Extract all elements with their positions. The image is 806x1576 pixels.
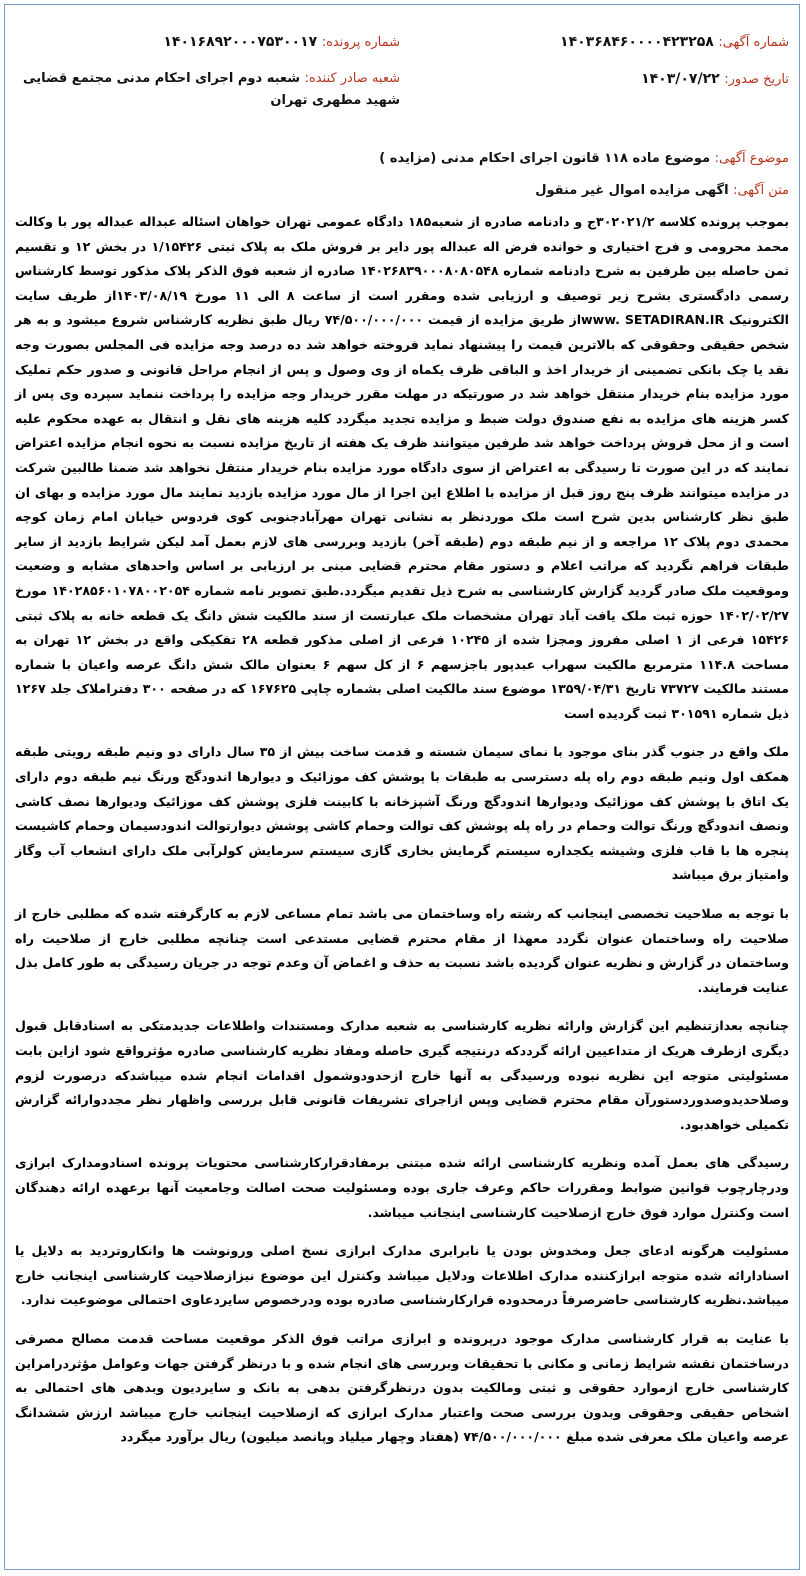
subject-label: موضوع آگهی: xyxy=(714,151,789,166)
paragraph-basis-of-review: رسیدگی های بعمل آمده ونظریه کارشناسی ارائه شده مبتنی برمفادقرارکارشناسی محتویات پرونده اسنادومدارک ابرازی ودرچارچوب قوانین ضوابط ومقررات حاکم وعرف جاری بوده ومسئولیت صحت اصالت وجامعیت آنها برعهده ارائه دهندگان است وکنترل موارد فوق خارج ازصلاحیت کارشناسی اینجانب میباشد. xyxy=(15,1155,789,1220)
notice-text-label: متن آگهی: xyxy=(733,183,789,198)
ad-number-label: شماره آگهی: xyxy=(718,35,789,50)
paragraph-valuation: با عنایت به قرار کارشناسی مدارک موجود درپرونده و ابرازی مراتب فوق الذکر موقعیت مساحت قدمت مصالح مصرفی درساختمان نقشه شرایط زمانی و مکانی با تحقیقات وبررسی های انجام شده و با درنظر گرفتن جهات وعوامل مؤثردرامراین کارشناسی خارج ازموارد حقوقی و ثبتی ومالکیت بدون درنظرگرفتن بدهی به بانک و سایردیون وبدهی های احتمالی به اشخاص حقیقی وحقوقی وبدون بررسی صحت واعتبار مدارک ابرازی که ازصلاحیت اینجانب خارج میباشد ارزش ششدانگ عرصه واعیان ملک معرفی شده مبلغ ۷۴/۵۰۰/۰۰۰/۰۰۰ (هفتاد وچهار میلیاد وپانصد میلیون) ریال برآورد میگردد xyxy=(15,1330,789,1445)
header-left-column xyxy=(15,31,400,120)
issuer-row xyxy=(15,68,400,112)
paragraph-auction-details: بموجب پرونده کلاسه ۳۰۲۰۲۱/۲ج و دادنامه صادره از شعبه۱۸۵ دادگاه عمومی تهران خواهان اسئاله عبداله عبداله پور با وکالت محمد محرومی و فرج اختیاری و خوانده فرض اله عبداله پور دایر بر فروش ملک به پلاک ثبتی ۱/۱۵۴۲۶ در بخش ۱۲ و تقسیم ثمن حاصله بین طرفین به شرح دادنامه شماره ۱۴۰۲۶۸۳۹۰۰۰۸۰۸۰۵۴۸ صادره از شعبه فوق الذکر پلاک مذکور توسط کارشناس رسمی دادگستری بشرح زیر توصیف و ارزیابی شده ومقرر است از ساعت ۸ الی ۱۱ مورخ ۱۴۰۳/۰۸/۱۹از طریف سایت الکترونیک www. SETADIRAN.IRاز طریق مزایده از قیمت ۷۴/۵۰۰/۰۰۰/۰۰۰ ریال طبق نظریه کارشناس شروع میشود و به هر شخص حقیقی وحقوقی که بالاترین قیمت را پیشنهاد نماید فروخته خواهد شد ده درصد وجه مزایده فی المجلس بصورت وجه نقد یا چک بانکی تضمینی از خریدار اخذ و الباقی ظرف یکماه از وی وصول و پس از انجام مراحل قانونی و صدور حکم تملیک مورد مزایده بنام خریدار منتقل خواهد شد در صورتیکه در مهلت مقرر خریدار وجه مزایده را پرداخت ننماید سپرده وی پس از کسر هزینه های مزایده به نفع صندوق دولت ضبط و مزایده تجدید میگردد کلیه هزینه های نقل و انتقال به عهده محکوم علیه است و از محل فروش پرداخت خواهد شد طرفین میتوانند ظرف یک هفته از تاریخ مزایده نسبت به نحوه انجام مزایده اعتراض نمایند که در این صورت تا رسیدگی به اعتراض از سوی دادگاه مورد مزایده بنام خریدار منتقل نخواهد شد ضمنا طالبین شرکت در مزایده میتوانند ظرف پنج روز قبل از مزایده با اطلاع این اجرا از مال مورد مزایده بازدید نمایند مال مورد مزایده و بهای ان طبق نظر کارشناس بدین شرح است ملک موردنظر به نشانی تهران مهرآبادجنوبی کوی فردوس خیابان امام زمان کوچه محمدی دوم پلاک ۱۲ مراجعه و از نیم طبقه دوم (طبقه آخر) بازدید وبررسی های لازم بعمل آمد لیکن شرایط بازدید از سایر طبقات فراهم نگردید که مراتب اعلام و دستور مقام محترم قضایی مبنی بر ارزیابی بر اساس واحدهای مشابه و وضعیت وموقعیت ملک صادر گردید گزارش کارشناسی به شرح ذیل تقدیم میگردد.طبق تصویر نامه شماره ۱۴۰۲۸۵۶۰۱۰۷۸۰۰۲۰۵۴ مورخ ۱۴۰۲/۰۲/۲۷ حوزه ثبت ملک یافت آباد تهران مشخصات ملک عبارتست از سند مالکیت شش دانگ یک قطعه خانه به پلاک ثبتی ۱۵۴۲۶ فرعی از ۱ اصلی مفروز ومجزا شده از ۱۰۲۴۵ فرعی از اصلی مذکور قطعه ۲۸ تفکیکی واقع در بخش ۱۲ تهران به مساحت ۱۱۴.۸ مترمربع مالکیت سهراب عبدپور باجزسهم ۶ از کل سهم ۶ بعنوان مالک شش دانگ عرصه واعیان با شماره مستند مالکیت ۷۳۷۲۷ تاریخ ۱۳۵۹/۰۴/۳۱ موضوع سند مالکیت اصلی بشماره چاپی ۱۶۷۶۲۵ که در صفحه ۳۰۰ دفتراملاک جلد ۱۲۶۷ ذیل شماره ۳۰۱۵۹۱ ثبت گردیده است xyxy=(15,214,790,721)
paragraph-new-documents: چنانچه بعدازتنظیم این گزارش وارائه نظریه کارشناسی به شعبه مدارک ومستندات واطلاعات جدیدمتکی به اسنادقابل قبول دیگری ازطرف هریک از متداعیین ارائه گرددکه درنتیجه گیری حاصله ومفاد نظریه کارشناسی صادره مؤثرواقع شود ازاین بابت مسئولیتی متوجه این نظریه نبوده ورسیدگی به آنها خارج ازحدودوشمول اقدامات انجام شده میباشدکه درصورت لزوم وصلاحدیدوصدوردستورآن مقام محترم قضایی وپس ازاجرای تشریفات قانونی قابل بررسی واظهار نظر مجددوارائه گزارش تکمیلی خواهدبود. xyxy=(15,1018,789,1132)
issue-date-row xyxy=(404,68,789,91)
issuer-value: شعبه دوم اجرای احکام مدنی مجتمع قضایی شهید مطهری تهران xyxy=(23,71,400,108)
notice-text-header xyxy=(15,180,789,202)
subject-row xyxy=(15,148,789,170)
notice-frame xyxy=(4,4,800,1570)
paragraph-liability: مسئولیت هرگونه ادعای جعل ومخدوش بودن یا نابرابری مدارک ابرازی نسخ اصلی ورونوشت ها وانکاروتردید به دلایل یا اسنادارائه شده متوجه ابرازکننده مدارک اطلاعات ودلایل میباشد وکنترل این موضوع نیزازصلاحیت کارشناسی اینجانب خارج میباشد.نظریه کارشناسی حاضرصرفاً درمحدوده قرارکارشناسی صادره بوده ودرخصوص سایردعاوی احتمالی موضوعیت ندارد. xyxy=(15,1243,789,1308)
ad-number-value: ۱۴۰۳۶۸۴۶۰۰۰۰۴۲۳۲۵۸ xyxy=(560,34,714,50)
notice-text-title: اگهی مزایده اموال غیر منقول xyxy=(535,183,729,198)
header-right-column xyxy=(404,31,789,120)
issue-date-label: تاریخ صدور: xyxy=(724,72,789,87)
case-number-row xyxy=(15,31,400,54)
notice-header xyxy=(15,31,789,120)
case-number-label: شماره پرونده: xyxy=(321,35,400,50)
paragraph-property-description: ملک واقع در جنوب گذر بنای موجود با نمای سیمان شسته و قدمت ساخت بیش از ۳۵ سال دارای دو ونیم طبقه رویتی طبقه همکف اول ونیم طبقه دوم راه پله دسترسی به طبقات با پوشش کف موزائیک و دیوارها اندودگچ ورنگ نیم طبقه دوم دارای یک اتاق با پوشش کف موزائیک ودیوارها اندودگچ ورنگ آشپزخانه با کابینت فلزی پوشش کف موزائیک ودیوارها نصف کاشی ونصف اندودگچ ورنگ توالت وحمام در راه پله پوشش کف توالت وحمام کاشی پوشش دیوارتوالت اندودسیمان وحمام کاشیست پنجره ها با قاب فلزی وشیشه یکجداره سیستم گرمایش بخاری گازی سیستم سرمایش کولرآبی ملک دارای انشعاب آب وگاز وامتیاز برق میباشد xyxy=(15,744,789,883)
ad-number-row xyxy=(404,31,789,54)
issue-date-value: ۱۴۰۳/۰۷/۲۲ xyxy=(641,71,720,87)
issuer-label: شعبه صادر کننده: xyxy=(304,71,400,86)
case-number-value: ۱۴۰۱۶۸۹۲۰۰۰۷۵۳۰۰۱۷ xyxy=(163,34,318,50)
paragraph-expert-competence: با توجه به صلاحیت تخصصی اینجانب که رشته راه وساختمان می باشد تمام مساعی لازم به کارگرفته شده که مطلبی خارج از صلاحیت راه وساختمان عنوان نگردد معهذا از مقام محترم قضایی مستدعی است چنانچه مطلبی خارج از صلاحیت راه وساختمان در گزارش و نظریه عنوان گردیده باشد نسبت به حذف و اغماض آن وعدم توجه در جریان رسیدگی به طور کامل بذل عنایت فرمایند. xyxy=(15,906,789,995)
subject-value: موضوع ماده ۱۱۸ قانون اجرای احکام مدنی (مزایده ) xyxy=(379,151,711,166)
